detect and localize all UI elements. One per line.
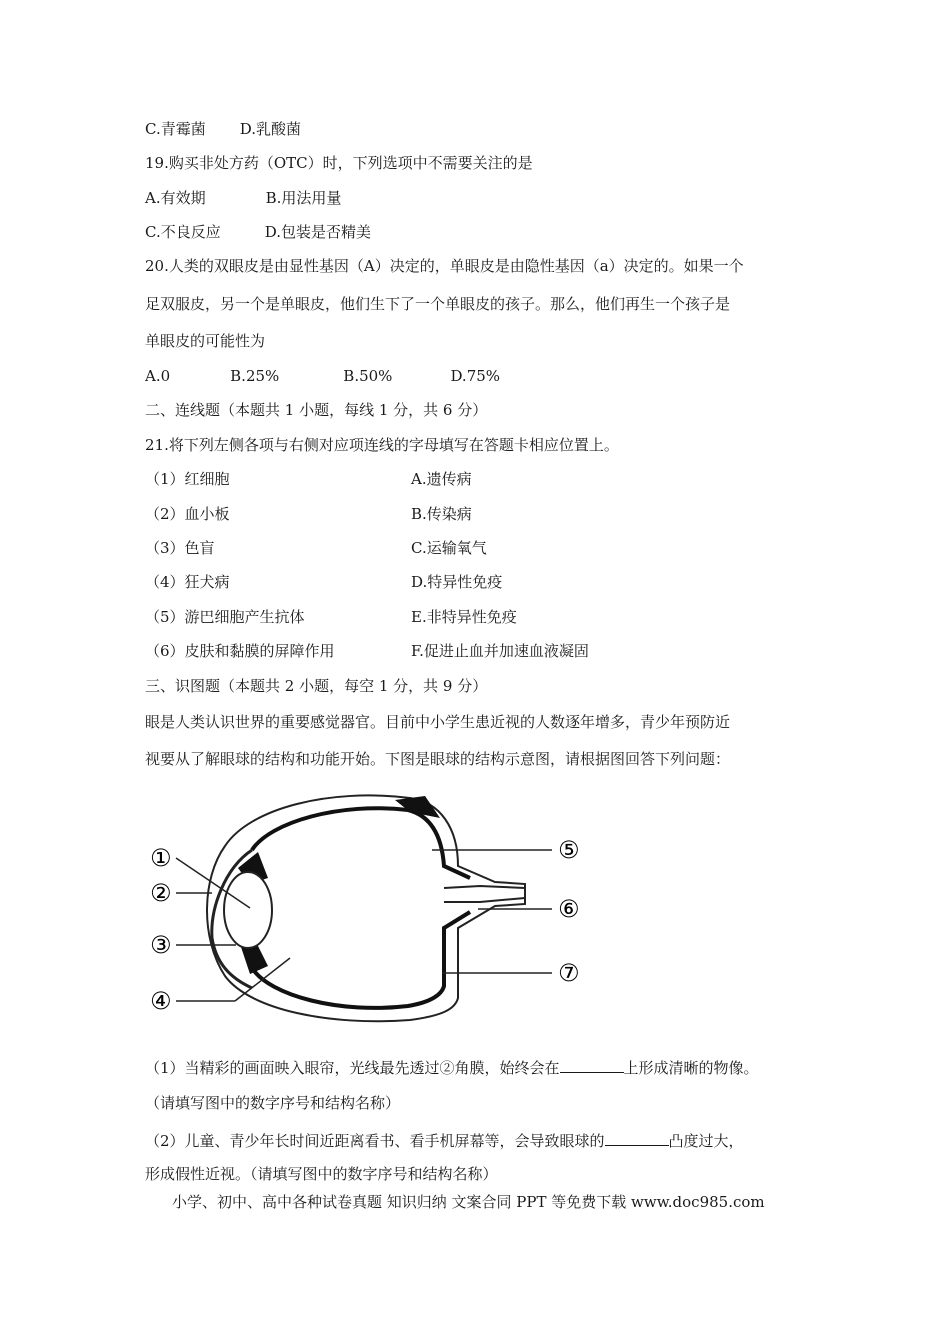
match-right-item: C.运输氧气 [411, 539, 487, 557]
match-right-item: F.促进止血并加速血液凝固 [411, 642, 589, 660]
question-2 [145, 1129, 744, 1151]
question-2-line2: 形成假性近视。（请填写图中的数字序号和结构名称） [145, 1165, 498, 1183]
q20-option-d: D.75% [450, 367, 501, 385]
label-3: ③ [150, 931, 172, 959]
q18-option-d: D.乳酸菌 [239, 120, 301, 138]
optic-nerve [444, 886, 525, 902]
q20-option-c: B.50% [343, 367, 393, 385]
label-6: ⑥ [558, 895, 580, 923]
match-right-item: A.遗传病 [411, 470, 472, 488]
q19-option-c: C.不良反应 [145, 223, 221, 241]
match-left-item: （3）色盲 [145, 539, 215, 557]
match-left-item: （4）狂犬病 [145, 573, 230, 591]
section3-intro-line1: 眼是人类认识世界的重要感觉器官。目前中小学生患近视的人数逐年增多，青少年预防近 [145, 713, 731, 731]
q19-option-d: D.包装是否精美 [264, 223, 371, 241]
q18-option-c: C.青霉菌 [145, 120, 206, 138]
q19-options-row1 [145, 188, 341, 208]
q18-options [145, 119, 301, 139]
section2-title: 二、连线题（本题共 1 小题，每线 1 分，共 6 分） [145, 401, 488, 419]
q20-option-a: A.0 [145, 367, 171, 385]
question-2-text-a: （2）儿童、青少年长时间近距离看书、看手机屏幕等，会导致眼球的 [145, 1132, 605, 1150]
q21-stem: 21.将下列左侧各项与右侧对应项连线的字母填写在答题卡相应位置上。 [145, 436, 619, 454]
question-2-text-b: 凸度过大， [668, 1132, 744, 1150]
q20-stem-line2: 足双服皮，另一个是单眼皮，他们生下了一个单眼皮的孩子。那么，他们再生一个孩子是 [145, 295, 731, 313]
question-1-text-a: （1）当精彩的画面映入眼帘，光线最先透过②角膜，始终会在 [145, 1059, 560, 1077]
match-right-item: B.传染病 [411, 505, 472, 523]
label-7: ⑦ [558, 959, 580, 987]
q19-stem: 19.购买非处方药（OTC）时，下列选项中不需要关注的是 [145, 154, 533, 172]
q19-options-row2 [145, 222, 371, 242]
retina [252, 808, 470, 1008]
lens [224, 872, 272, 948]
question-1-note: （请填写图中的数字序号和结构名称） [145, 1094, 401, 1112]
label-2: ② [150, 879, 172, 907]
match-left-item: （5）游巴细胞产生抗体 [145, 608, 305, 626]
section3-title: 三、识图题（本题共 2 小题，每空 1 分，共 9 分） [145, 677, 488, 695]
match-left-item: （6）皮肤和黏膜的屏障作用 [145, 642, 335, 660]
question-1-text-b: 上形成清晰的物像。 [623, 1059, 759, 1077]
q20-options [145, 366, 500, 386]
q20-stem-line1: 20.人类的双眼皮是由显性基因（A）决定的，单眼皮是由隐性基因（a）决定的。如果一个 [145, 257, 744, 275]
question-1 [145, 1056, 759, 1078]
eyeball-diagram [140, 788, 600, 1028]
q20-option-b: B.25% [230, 367, 280, 385]
label-1: ① [150, 844, 172, 872]
q19-option-b: B.用法用量 [265, 189, 342, 207]
match-right-item: D.特异性免疫 [411, 573, 503, 591]
q19-option-a: A.有效期 [145, 189, 206, 207]
section3-intro-line2: 视要从了解眼球的结构和功能开始。下图是眼球的结构示意图，请根据图回答下列问题： [145, 750, 731, 768]
q20-stem-line3: 单眼皮的可能性为 [145, 332, 266, 350]
match-left-item: （2）血小板 [145, 505, 230, 523]
match-left-item: （1）红细胞 [145, 470, 230, 488]
label-4: ④ [150, 987, 172, 1015]
page-footer: 小学、初中、高中各种试卷真题 知识归纳 文案合同 PPT 等免费下载 www.doc985.com [172, 1193, 765, 1211]
answer-blank-1[interactable] [560, 1056, 624, 1073]
answer-blank-2[interactable] [605, 1129, 669, 1146]
label-5: ⑤ [558, 836, 580, 864]
match-right-item: E.非特异性免疫 [411, 608, 517, 626]
